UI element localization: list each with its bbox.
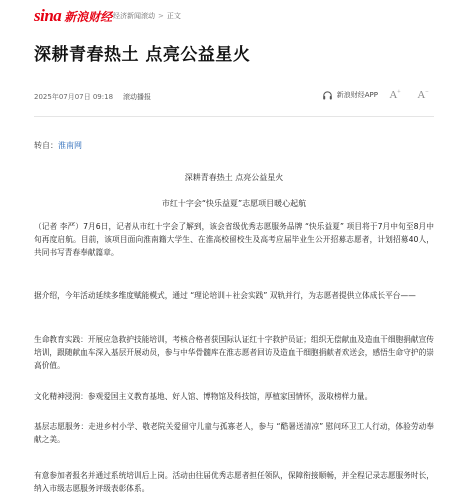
sina-finance-logo[interactable] <box>34 6 112 26</box>
breadcrumb-item-news[interactable]: 经济新闻滚动 <box>113 12 155 20</box>
article-paragraph: 有意参加者报名并通过系统培训后上岗。活动由往届优秀志愿者担任领队，保障衔接顺畅，并全程记录志愿服务时长，纳入市级志愿服务评级表彰体系。 <box>34 471 434 493</box>
plus-icon: + <box>397 89 401 96</box>
app-download-link[interactable] <box>322 90 378 101</box>
top-bar <box>0 0 467 30</box>
live-broadcast-link[interactable]: 滚动播报 <box>123 93 152 101</box>
font-increase-button[interactable] <box>384 89 406 101</box>
meta-tools <box>322 89 434 101</box>
article-paragraph: 生命教育实践：开展应急救护技能培训，考核合格者获国际认证红十字救护员证；组织无偿献血及造血干细胞捐献宣传培训，跟随献血车深入基层开展动员，参与中华骨髓库在淮志愿者回访及造血干细胞捐献者欢送会，感悟生命守护的崇高价值。 <box>34 335 434 370</box>
headphones-icon <box>322 90 333 101</box>
article-meta <box>34 88 434 106</box>
article-paragraph: （记者 李严）7月6日，记者从市红十字会了解到，该会省级优秀志愿服务品牌 “快乐益夏” 项目将于7月中旬至8月中旬再度启航。目前，该项目面向淮南籍大学生、在淮高校留校生及高考应届毕业生公开招募志愿者，计划招募40人，共同书写青春奉献篇章。 <box>34 222 434 257</box>
source-prefix: 转自： <box>34 141 58 150</box>
article-source <box>34 140 82 151</box>
article-paragraph: 文化精神浸润：参观爱国主义教育基地、好人馆、博物馆及科技馆，厚植家国情怀，汲取榜样力量。 <box>34 392 373 401</box>
breadcrumb-separator: > <box>158 12 164 20</box>
meta-divider <box>34 116 434 117</box>
breadcrumb <box>113 11 181 21</box>
source-name[interactable]: 淮南网 <box>58 141 82 150</box>
minus-icon: − <box>425 89 429 96</box>
publish-date: 2025年07月07日 09:18 <box>34 93 114 101</box>
article-paragraph: 基层志愿服务：走进乡村小学、敬老院关爱留守儿童与孤寡老人，参与 “酷暑送清凉” 慰问环卫工人行动，体验劳动奉献之美。 <box>34 422 434 444</box>
logo-text: 新浪财经 <box>64 9 113 24</box>
article-subtitle: 市红十字会“快乐益夏”志愿项目暖心起航 <box>161 199 307 208</box>
page-title: 深耕青春热土 点亮公益星火 <box>34 45 251 65</box>
logo-mark: sina <box>34 6 62 25</box>
article-inner-title: 深耕青春热土 点亮公益星火 <box>184 173 284 182</box>
article-paragraph: 据介绍，今年活动延续多维度赋能模式，通过 “理论培训＋社会实践” 双轨并行，为志愿者提供立体成长平台—— <box>34 291 416 300</box>
font-decrease-letter: A <box>417 89 426 101</box>
font-increase-letter: A <box>389 89 398 101</box>
breadcrumb-item-current: 正文 <box>166 12 181 20</box>
font-decrease-button[interactable] <box>412 89 434 101</box>
app-link-label: 新浪财经APP <box>336 91 378 99</box>
